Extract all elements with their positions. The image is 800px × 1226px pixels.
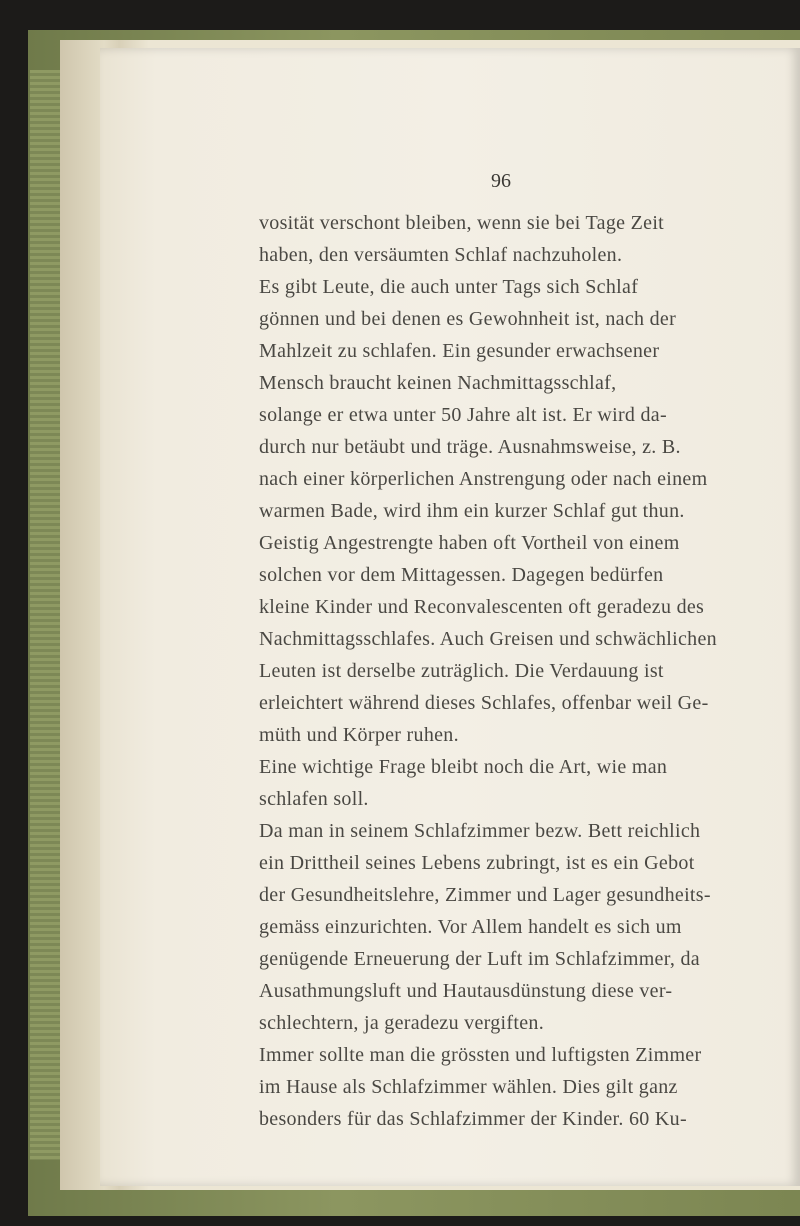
text-line: Immer sollte man die grössten und luftigsten Zimmer: [259, 1044, 702, 1066]
text-line: müth und Körper ruhen.: [259, 724, 459, 746]
text-line: gönnen und bei denen es Gewohnheit ist, nach der: [259, 308, 677, 330]
text-line: schlafen soll.: [259, 788, 369, 810]
body-text: [259, 207, 799, 1135]
text-line: Leuten ist derselbe zuträglich. Die Verdauung ist: [259, 660, 664, 682]
text-line: Da man in seinem Schlafzimmer bezw. Bett reichlich: [259, 820, 701, 842]
text-line: schlechtern, ja geradezu vergiften.: [259, 1012, 544, 1034]
text-line: haben, den versäumten Schlaf nachzuholen.: [259, 244, 623, 266]
text-line: Geistig Angestrengte haben oft Vortheil von einem: [259, 532, 680, 554]
text-line: vosität verschont bleiben, wenn sie bei Tage Zeit: [259, 212, 665, 234]
text-line: Mahlzeit zu schlafen. Ein gesunder erwachsener: [259, 340, 660, 362]
text-line: der Gesundheitslehre, Zimmer und Lager gesundheits-: [259, 884, 711, 906]
text-line: warmen Bade, wird ihm ein kurzer Schlaf gut thun.: [259, 500, 685, 522]
page-number: 96: [491, 170, 511, 192]
text-line: Eine wichtige Frage bleibt noch die Art, wie man: [259, 756, 668, 778]
text-line: besonders für das Schlafzimmer der Kinder. 60 Ku-: [259, 1108, 687, 1130]
text-line: Mensch braucht keinen Nachmittagsschlaf,: [259, 372, 617, 394]
text-line: gemäss einzurichten. Vor Allem handelt es sich um: [259, 916, 682, 938]
text-line: Es gibt Leute, die auch unter Tags sich Schlaf: [259, 276, 639, 298]
text-line: kleine Kinder und Reconvalescenten oft geradezu des: [259, 596, 705, 618]
text-line: solchen vor dem Mittagessen. Dagegen bedürfen: [259, 564, 664, 586]
text-line: solange er etwa unter 50 Jahre alt ist. Er wird da-: [259, 404, 667, 426]
text-line: erleichtert während dieses Schlafes, offenbar weil Ge-: [259, 692, 709, 714]
text-line: Nachmittagsschlafes. Auch Greisen und schwächlichen: [259, 628, 717, 650]
cover-cloth-texture: [30, 70, 64, 1160]
text-line: ein Drittheil seines Lebens zubringt, ist es ein Gebot: [259, 852, 695, 874]
text-line: nach einer körperlichen Anstrengung oder nach einem: [259, 468, 708, 490]
text-line: durch nur betäubt und träge. Ausnahmsweise, z. B.: [259, 436, 681, 458]
text-line: genügende Erneuerung der Luft im Schlafzimmer, da: [259, 948, 700, 970]
text-line: Ausathmungsluft und Hautausdünstung diese ver-: [259, 980, 673, 1002]
text-line: im Hause als Schlafzimmer wählen. Dies gilt ganz: [259, 1076, 678, 1098]
